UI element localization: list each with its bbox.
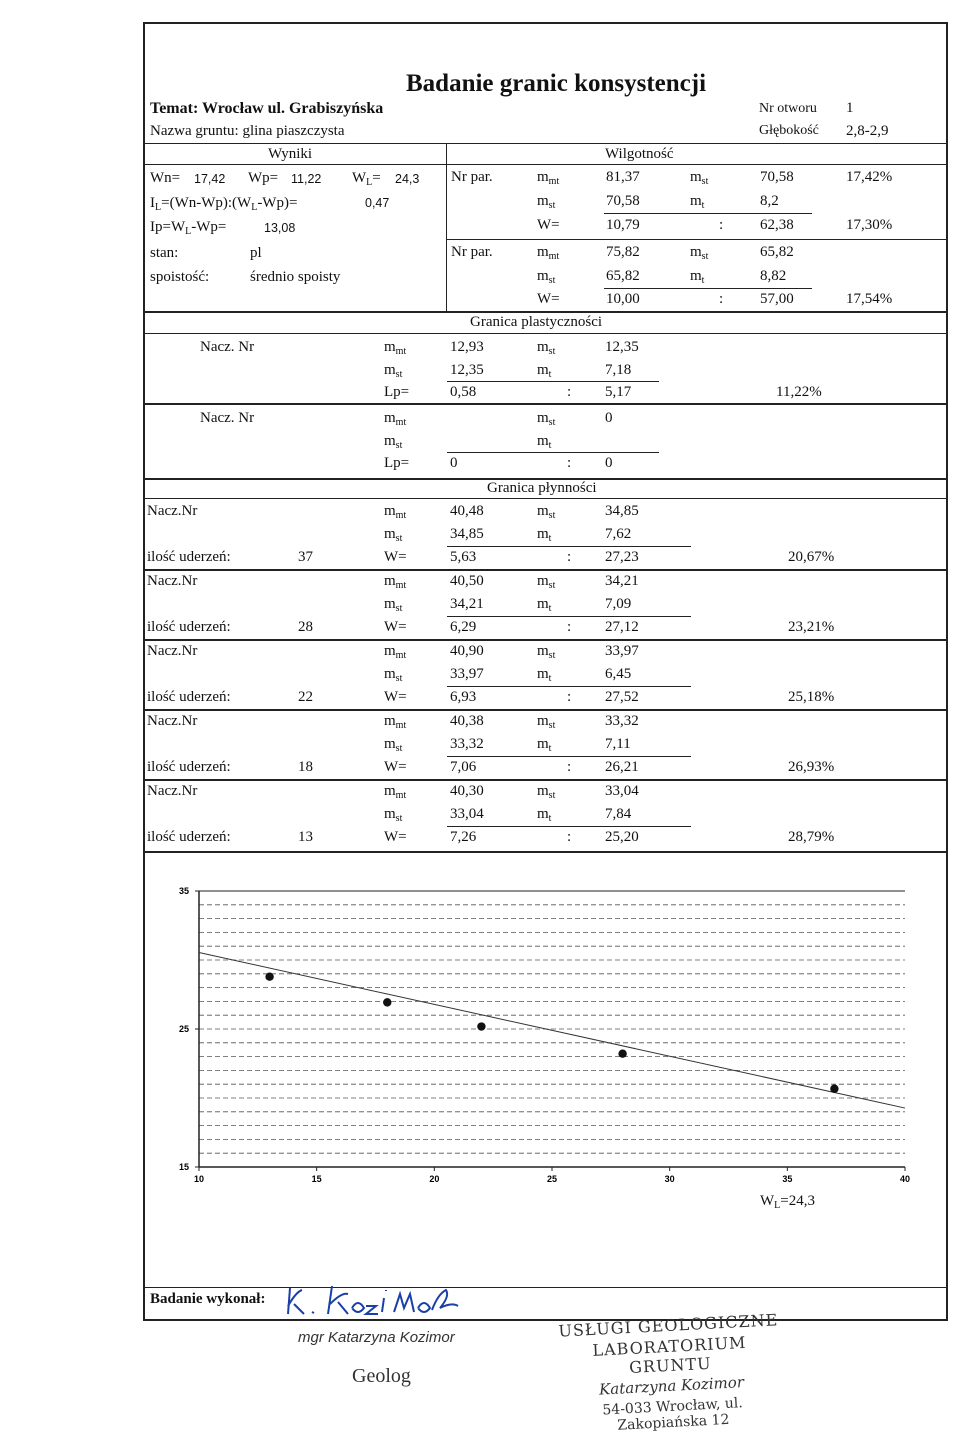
plast1-mt: 7,18	[605, 362, 632, 378]
nacz-label: Nacz.Nr	[147, 503, 198, 519]
mt-label: $m_t$	[537, 596, 552, 614]
wilg2-w: 10,00	[606, 291, 640, 307]
wilg2-pct: 17,54%	[846, 291, 893, 307]
wilg1-mt: 8,2	[760, 193, 779, 209]
geolog-name: mgr Katarzyna Kozimor	[298, 1329, 455, 1346]
colon: :	[567, 619, 572, 635]
mst-label: $m_{st}$	[384, 596, 403, 614]
mt-label: $m_t$	[537, 362, 552, 380]
x-tick-label: 10	[193, 1174, 205, 1184]
mst-label: $m_{st}$	[537, 783, 556, 801]
glebokosc-value: 2,8-2,9	[846, 123, 889, 139]
ip-label: $Ip=W_L-Wp=$	[150, 219, 227, 237]
wl-label: $W_L=$	[352, 170, 381, 188]
plast1-mmt: 12,93	[450, 339, 484, 355]
mt-label: $m_t$	[537, 526, 552, 544]
plyn4-mst-right: 33,32	[605, 713, 639, 729]
stamp-line4: 54-033 Wrocław, ul. Zakopiańska 12	[602, 1395, 744, 1434]
temat-label: Temat: Wrocław ul. Grabiszyńska	[150, 100, 384, 117]
plyn3-mst-right: 33,97	[605, 643, 639, 659]
badanie-label: Badanie wykonał:	[150, 1291, 266, 1307]
wilg1-w: 10,79	[606, 217, 640, 233]
plyn1-pct: 20,67%	[788, 549, 835, 565]
plyn4-mmt: 40,38	[450, 713, 484, 729]
y-tick-label: 25	[178, 1024, 189, 1034]
mst-label: $m_{st}$	[537, 713, 556, 731]
mmt-label: $m_{mt}$	[384, 783, 407, 801]
plyn3-pct: 25,18%	[788, 689, 835, 705]
plyn3-mst: 33,97	[450, 666, 484, 682]
plyn2-mst: 34,21	[450, 596, 484, 612]
lp-label: Lp=	[384, 455, 410, 471]
plyn4-w: 7,06	[450, 759, 477, 775]
w-label: W=	[384, 549, 407, 565]
x-tick-label: 15	[311, 1174, 322, 1184]
plast1-mst: 12,35	[450, 362, 484, 378]
plyn5-ms: 25,20	[605, 829, 639, 845]
mmt-label: $m_{mt}$	[384, 503, 407, 521]
mmt-label: $m_{mt}$	[384, 713, 407, 731]
stamp-line3: Katarzyna Kozimor	[598, 1373, 745, 1399]
wilg1-mst-right: 70,58	[760, 169, 794, 185]
plyn2-mt: 7,09	[605, 596, 632, 612]
plyn4-uderzen: 18	[298, 759, 313, 775]
ip-value: 13,08	[264, 221, 296, 235]
signature-image	[282, 1278, 482, 1322]
plyn3-uderzen: 22	[298, 689, 313, 705]
plyn2-w: 6,29	[450, 619, 477, 635]
report-title: Badanie granic konsystencji	[406, 70, 707, 97]
wilg2-mt: 8,82	[760, 268, 787, 284]
uderzen-label: ilość uderzeń:	[147, 829, 231, 845]
mt-label: $m_t$	[690, 268, 705, 286]
uderzen-label: ilość uderzeń:	[147, 759, 231, 775]
spoistosc-value: średnio spoisty	[250, 269, 341, 285]
mst-label: $m_{st}$	[384, 736, 403, 754]
mst-label: $m_{st}$	[537, 268, 556, 286]
wn-label: Wn=	[150, 170, 181, 186]
mt-label: $m_t$	[690, 193, 705, 211]
mst-label: $m_{st}$	[537, 643, 556, 661]
w-label: W=	[384, 619, 407, 635]
w-label: W=	[384, 689, 407, 705]
nr-otworu-label: Nr otworu	[759, 101, 817, 116]
plyn4-mst: 33,32	[450, 736, 484, 752]
mst-label: $m_{st}$	[384, 806, 403, 824]
nacz-label: Nacz.Nr	[147, 783, 198, 799]
wilg1-ms: 62,38	[760, 217, 794, 233]
w-label: W=	[537, 217, 560, 233]
mst-label: $m_{st}$	[384, 666, 403, 684]
plast2-mst-right: 0	[605, 410, 613, 426]
plyn1-mt: 7,62	[605, 526, 632, 542]
plyn2-ms: 27,12	[605, 619, 639, 635]
il-value: 0,47	[365, 196, 390, 210]
plyn2-mmt: 40,50	[450, 573, 484, 589]
x-tick-label: 30	[664, 1174, 675, 1184]
plyn1-ms: 27,23	[605, 549, 639, 565]
nacz-label: Nacz.Nr	[147, 713, 198, 729]
wn-value: 17,42	[194, 172, 226, 186]
mst-label: $m_{st}$	[384, 526, 403, 544]
mt-label: $m_t$	[537, 433, 552, 451]
plyn3-w: 6,93	[450, 689, 477, 705]
x-tick-label: 40	[899, 1174, 911, 1184]
w-label: W=	[384, 829, 407, 845]
glebokosc-label: Głębokość	[759, 123, 819, 138]
uderzen-label: ilość uderzeń:	[147, 619, 231, 635]
mmt-label: $m_{mt}$	[537, 169, 560, 187]
y-tick-label: 35	[178, 886, 189, 896]
laboratory-stamp	[552, 1310, 790, 1437]
plyn3-ms: 27,52	[605, 689, 639, 705]
stan-label: stan:	[150, 245, 179, 261]
wilg1-mmt: 81,37	[606, 169, 640, 185]
plyn1-mst-right: 34,85	[605, 503, 639, 519]
nacz-label: Nacz. Nr	[200, 410, 255, 426]
geolog-role: Geolog	[352, 1365, 411, 1387]
mst-label: $m_{st}$	[384, 433, 403, 451]
mst-label: $m_{st}$	[537, 503, 556, 521]
colon: :	[567, 549, 572, 565]
il-label: $I_L=(Wn-Wp):(W_L-Wp)=$	[150, 195, 298, 213]
mt-label: $m_t$	[537, 666, 552, 684]
mt-label: $m_t$	[537, 736, 552, 754]
mmt-label: $m_{mt}$	[384, 410, 407, 428]
x-tick-label: 35	[782, 1174, 793, 1184]
mst-label: $m_{st}$	[537, 193, 556, 211]
nacz-label: Nacz.Nr	[147, 643, 198, 659]
plast1-pct: 11,22%	[776, 384, 822, 400]
nr-par-label: Nr par.	[451, 169, 493, 185]
mst-label: $m_{st}$	[537, 339, 556, 357]
wl-annotation-text: $W_L=24,3$	[760, 1193, 815, 1211]
colon: :	[567, 829, 572, 845]
plyn2-pct: 23,21%	[788, 619, 835, 635]
plyn4-pct: 26,93%	[788, 759, 835, 775]
stamp-line2: LABORATORIUM GRUNTU	[591, 1332, 747, 1378]
stan-value: pl	[250, 245, 262, 261]
mmt-label: $m_{mt}$	[384, 339, 407, 357]
nacz-label: Nacz.Nr	[147, 573, 198, 589]
mst-label: $m_{st}$	[537, 410, 556, 428]
plyn2-mst-right: 34,21	[605, 573, 639, 589]
wilg2-ms: 57,00	[760, 291, 794, 307]
mst-label: $m_{st}$	[690, 244, 709, 262]
plastycznosc-heading: Granica plastyczności	[470, 314, 603, 330]
w-label: W=	[537, 291, 560, 307]
plyn3-mt: 6,45	[605, 666, 632, 682]
stamp-line1: USŁUGI GEOLOGICZNE	[557, 1310, 779, 1341]
plast1-lp: 0,58	[450, 384, 477, 400]
plyn1-mst: 34,85	[450, 526, 484, 542]
plyn4-ms: 26,21	[605, 759, 639, 775]
wp-value: 11,22	[291, 172, 322, 186]
plast1-mst-right: 12,35	[605, 339, 639, 355]
plyn5-uderzen: 13	[298, 829, 313, 845]
plyn5-mst-right: 33,04	[605, 783, 639, 799]
wilg2-mst-right: 65,82	[760, 244, 794, 260]
plyn5-mt: 7,84	[605, 806, 632, 822]
plast2-lp: 0	[450, 455, 458, 471]
y-tick-label: 15	[178, 1162, 189, 1172]
plyn1-w: 5,63	[450, 549, 477, 565]
x-tick-label: 20	[429, 1174, 440, 1184]
plyn5-mst: 33,04	[450, 806, 484, 822]
mmt-label: $m_{mt}$	[537, 244, 560, 262]
plyn3-mmt: 40,90	[450, 643, 484, 659]
uderzen-label: ilość uderzeń:	[147, 689, 231, 705]
x-tick-label: 25	[546, 1174, 558, 1184]
wilg2-mmt: 75,82	[606, 244, 640, 260]
nr-par-label: Nr par.	[451, 244, 493, 260]
wilg1-pct1: 17,42%	[846, 169, 893, 185]
spoistosc-label: spoistość:	[150, 269, 210, 285]
nr-otworu-value: 1	[846, 100, 854, 116]
mst-label: $m_{st}$	[537, 573, 556, 591]
w-label: W=	[384, 759, 407, 775]
colon: :	[567, 759, 572, 775]
wilg2-mst: 65,82	[606, 268, 640, 284]
mt-label: $m_t$	[537, 806, 552, 824]
mst-label: $m_{st}$	[690, 169, 709, 187]
mst-label: $m_{st}$	[384, 362, 403, 380]
wl-value: 24,3	[395, 172, 420, 186]
nazwa-gruntu: Nazwa gruntu: glina piaszczysta	[150, 123, 345, 139]
mmt-label: $m_{mt}$	[384, 643, 407, 661]
plyn5-w: 7,26	[450, 829, 477, 845]
plast1-ms: 5,17	[605, 384, 632, 400]
plyn2-uderzen: 28	[298, 619, 313, 635]
plyn4-mt: 7,11	[605, 736, 631, 752]
mmt-label: $m_{mt}$	[384, 573, 407, 591]
wyniki-heading: Wyniki	[268, 146, 313, 162]
plyn5-pct: 28,79%	[788, 829, 835, 845]
nacz-label: Nacz. Nr	[200, 339, 255, 355]
lp-label: Lp=	[384, 384, 410, 400]
plynnosc-heading: Granica płynności	[487, 480, 597, 496]
plast2-ms: 0	[605, 455, 613, 471]
plyn5-mmt: 40,30	[450, 783, 484, 799]
wl-annotation	[760, 1194, 815, 1211]
wilg1-mst: 70,58	[606, 193, 640, 209]
wilgotnosc-heading: Wilgotność	[605, 146, 674, 162]
uderzen-label: ilość uderzeń:	[147, 549, 231, 565]
colon: :	[567, 689, 572, 705]
wilg1-pct2: 17,30%	[846, 217, 893, 233]
plyn1-uderzen: 37	[298, 549, 313, 565]
plyn1-mmt: 40,48	[450, 503, 484, 519]
wp-label: Wp=	[248, 170, 279, 186]
